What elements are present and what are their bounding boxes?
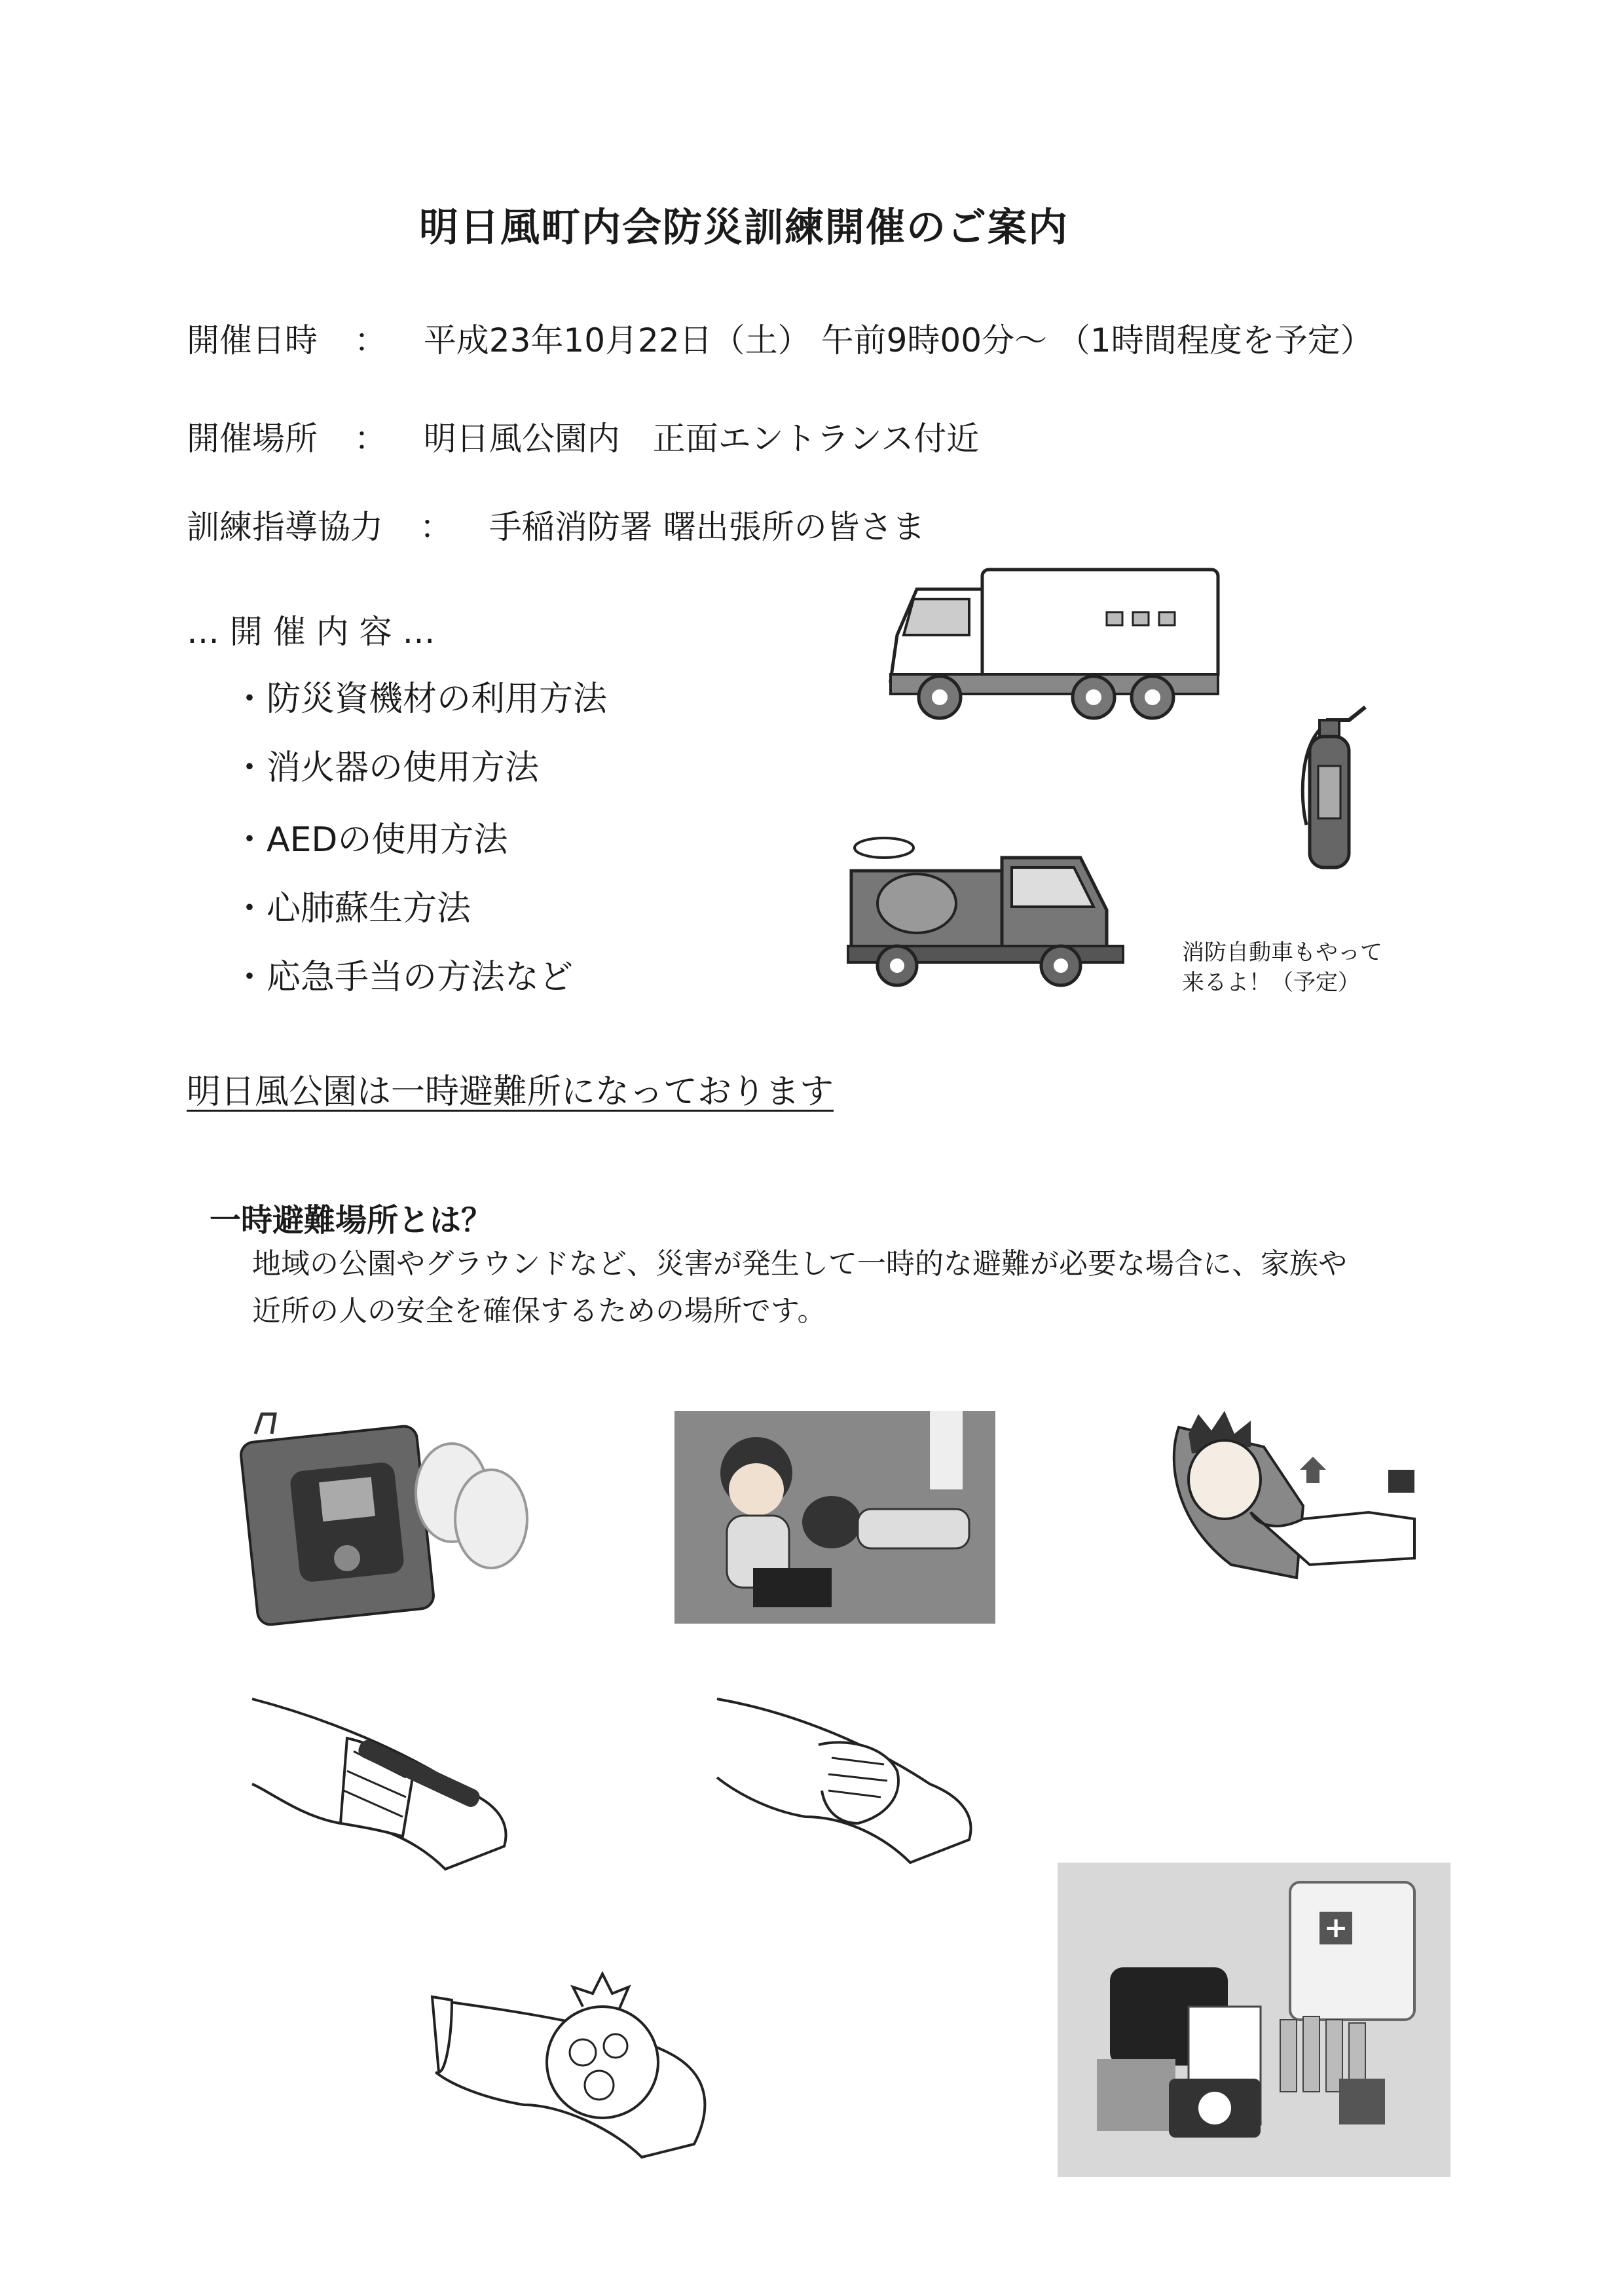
contents-item: ・応急手当の方法など: [232, 958, 574, 997]
cooperation-separator: ：: [419, 508, 452, 546]
ice-bag-illustration: [432, 1961, 720, 2157]
rescue-truck-illustration: [884, 563, 1225, 727]
place-row: [187, 412, 979, 460]
contents-item: ・消火器の使用方法: [232, 748, 540, 788]
aed-scene-illustration: [674, 1411, 995, 1624]
contents-item: ・防災資機材の利用方法: [232, 680, 608, 719]
cooperation-value: 手稲消防署 曙出張所の皆さま: [489, 508, 925, 546]
cpr-illustration: [1153, 1408, 1421, 1604]
place-label: 開催場所: [187, 420, 318, 458]
fire-extinguisher-illustration: [1287, 707, 1378, 877]
cooperation-row: [187, 501, 925, 548]
first-aid-cross-icon: +: [1320, 1912, 1352, 1944]
park-notice: 明日風公園は一時避難所になっております: [187, 1072, 834, 1112]
fire-truck-note-line: 来るよ！（予定）: [1182, 970, 1360, 996]
page-title: 明日風町内会防災訓練開催のご案内: [419, 205, 1069, 251]
date-value: 平成23年10月22日（土） 午前9時00分～ （1時間程度を予定）: [423, 321, 1373, 359]
place-value: 明日風公園内 正面エントランス付近: [423, 420, 980, 458]
cooperation-label: 訓練指導協力: [187, 508, 383, 546]
contents-item: ・AEDの使用方法: [232, 820, 508, 860]
fire-truck-note: [1182, 938, 1382, 998]
pressure-hold-illustration: [714, 1692, 989, 1863]
shelter-heading: 一時避難場所とは？: [210, 1202, 493, 1239]
tourniquet-illustration: [249, 1692, 524, 1869]
shelter-description-line: 地域の公園やグラウンドなど、災害が発生して一時的な避難が必要な場合に、家族や: [252, 1247, 1347, 1281]
shelter-description-line: 近所の人の安全を確保するための場所です。: [252, 1294, 826, 1328]
place-separator: ：: [354, 420, 387, 458]
date-row: [187, 314, 1373, 361]
contents-heading: … 開 催 内 容 …: [187, 613, 435, 651]
first-aid-kit-illustration: [1058, 1863, 1450, 2177]
aed-device-illustration: [236, 1408, 544, 1624]
fire-truck-note-line: 消防自動車もやって: [1182, 939, 1382, 966]
date-label: 開催日時: [187, 321, 318, 359]
shelter-description: [252, 1241, 1347, 1335]
fire-engine-illustration: [845, 831, 1133, 989]
contents-item: ・心肺蘇生方法: [232, 889, 471, 928]
date-separator: ：: [354, 321, 387, 359]
